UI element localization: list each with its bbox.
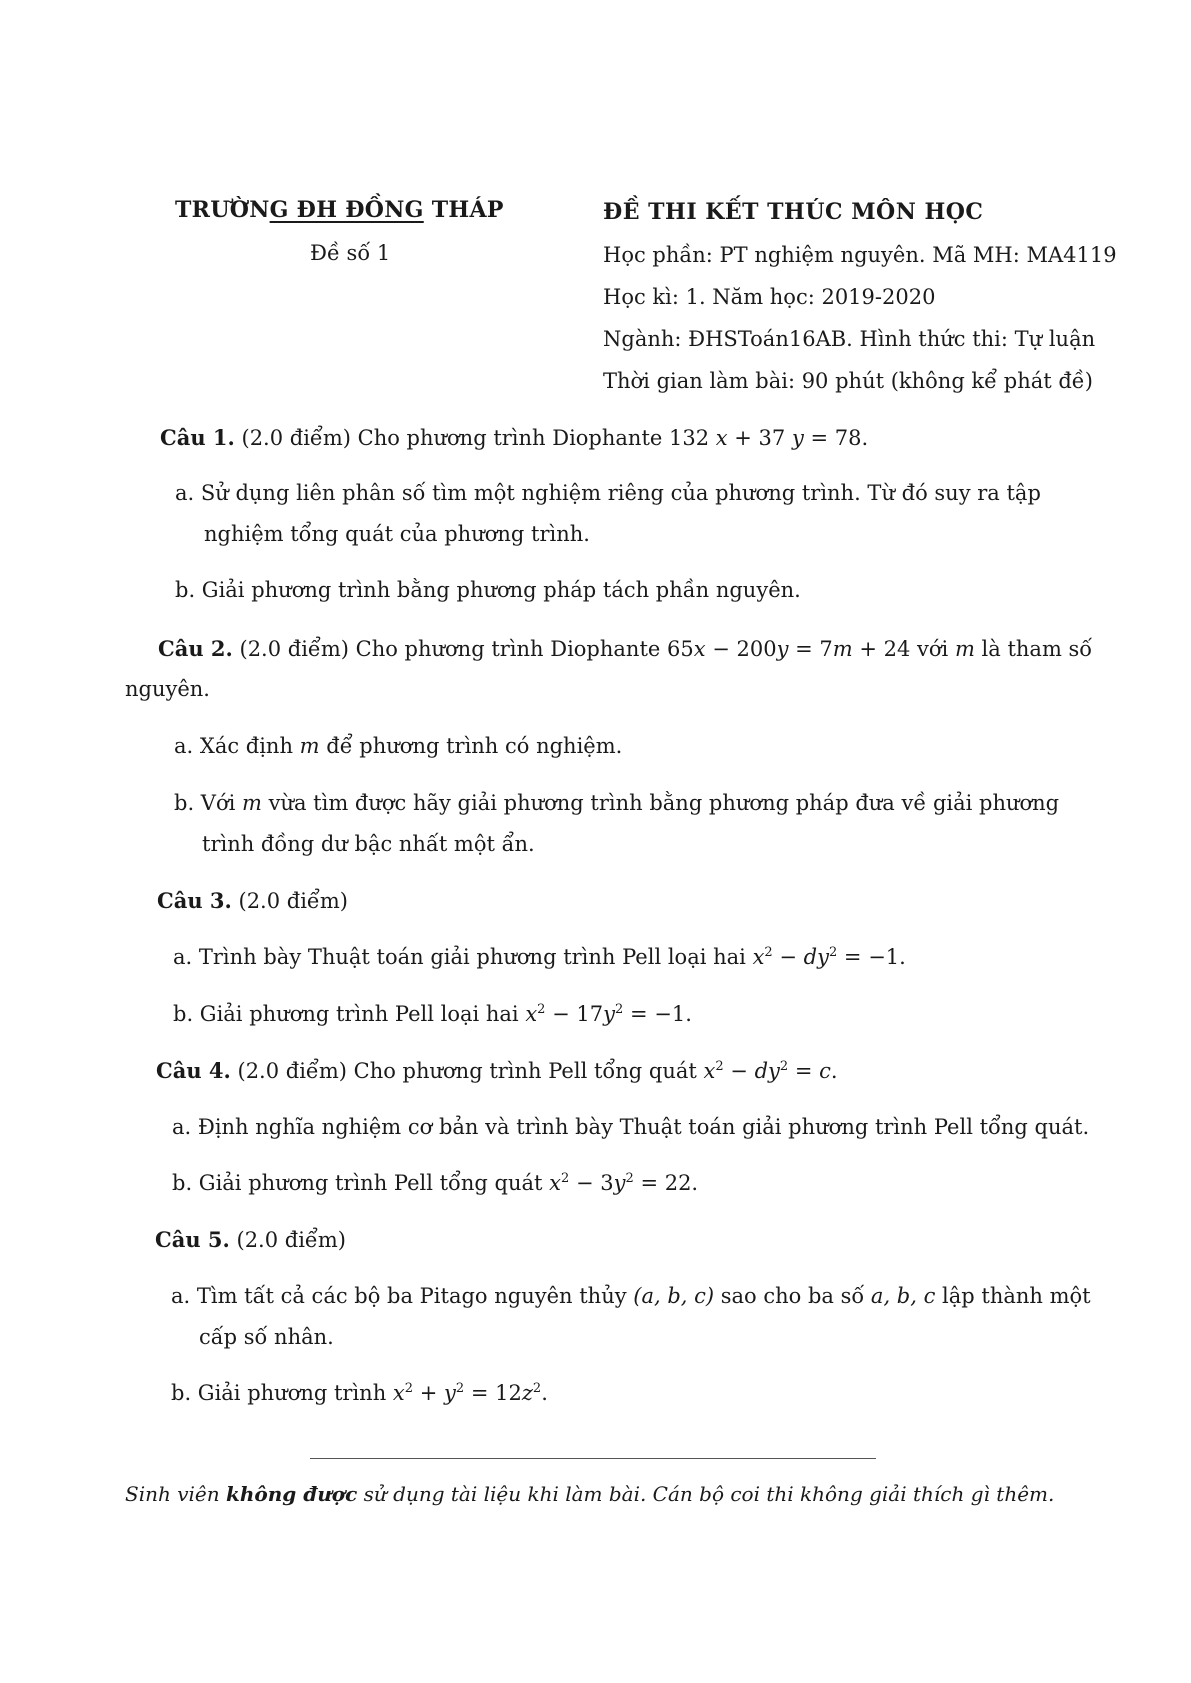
question-3: Câu 3. (2.0 điểm) <box>157 888 348 913</box>
question-2: Câu 2. (2.0 điểm) Cho phương trình Diophante 65x − 200y = 7m + 24 với m là tham số <box>158 636 1093 661</box>
question-1b: b. Giải phương trình bằng phương pháp tách phần nguyên. <box>175 578 801 602</box>
course-info: Học phần: PT nghiệm nguyên. Mã MH: MA4119 <box>603 243 1117 267</box>
question-5a-cont: cấp số nhân. <box>199 1325 334 1349</box>
exam-code: Đề số 1 <box>310 241 391 265</box>
question-2a: a. Xác định m để phương trình có nghiệm. <box>174 734 623 758</box>
question-1a: a. Sử dụng liên phân số tìm một nghiệm riêng của phương trình. Từ đó suy ra tập <box>175 481 1041 505</box>
question-1: Câu 1. (2.0 điểm) Cho phương trình Diophante 132 x + 37 y = 78. <box>160 425 869 450</box>
question-2b: b. Với m vừa tìm được hãy giải phương trình bằng phương pháp đưa về giải phương <box>174 791 1060 815</box>
question-2-cont: nguyên. <box>125 677 210 701</box>
question-3b: b. Giải phương trình Pell loại hai $x^2 - 17y^2 = -1$. <box>173 1002 692 1026</box>
question-4b: b. Giải phương trình Pell tổng quát $x^2 - 3y^2 = 22$. <box>172 1171 699 1195</box>
term-info: Học kì: 1. Năm học: 2019-2020 <box>603 285 936 309</box>
exam-title: ĐỀ THI KẾT THÚC MÔN HỌC <box>603 199 984 225</box>
question-4: Câu 4. (2.0 điểm) Cho phương trình Pell tổng quát $x^2 - dy^2 = c$. <box>156 1058 838 1083</box>
duration-info: Thời gian làm bài: 90 phút (không kể phát đề) <box>603 369 1093 393</box>
footer-divider <box>310 1458 876 1459</box>
question-5a: a. Tìm tất cả các bộ ba Pitago nguyên thủy (a, b, c) sao cho ba số a, b, c lập thành một <box>171 1284 1091 1308</box>
question-2b-cont: trình đồng dư bậc nhất một ẩn. <box>202 832 535 856</box>
question-1a-cont: nghiệm tổng quát của phương trình. <box>204 522 590 546</box>
major-info: Ngành: ĐHSToán16AB. Hình thức thi: Tự luận <box>603 327 1096 351</box>
footer-note: Sinh viên không được sử dụng tài liệu khi làm bài. Cán bộ coi thi không giải thích gì thêm. <box>125 1482 1055 1506</box>
question-5: Câu 5. (2.0 điểm) <box>155 1227 346 1252</box>
school-name: TRƯỜNG ĐH ĐỒNG THÁP <box>175 197 504 223</box>
question-4a: a. Định nghĩa nghiệm cơ bản và trình bày Thuật toán giải phương trình Pell tổng quát. <box>172 1115 1090 1139</box>
question-5b: b. Giải phương trình $x^2 + y^2 = 12z^2$. <box>171 1381 548 1405</box>
question-3a: a. Trình bày Thuật toán giải phương trình Pell loại hai $x^2 - dy^2 = -1$. <box>173 945 906 969</box>
